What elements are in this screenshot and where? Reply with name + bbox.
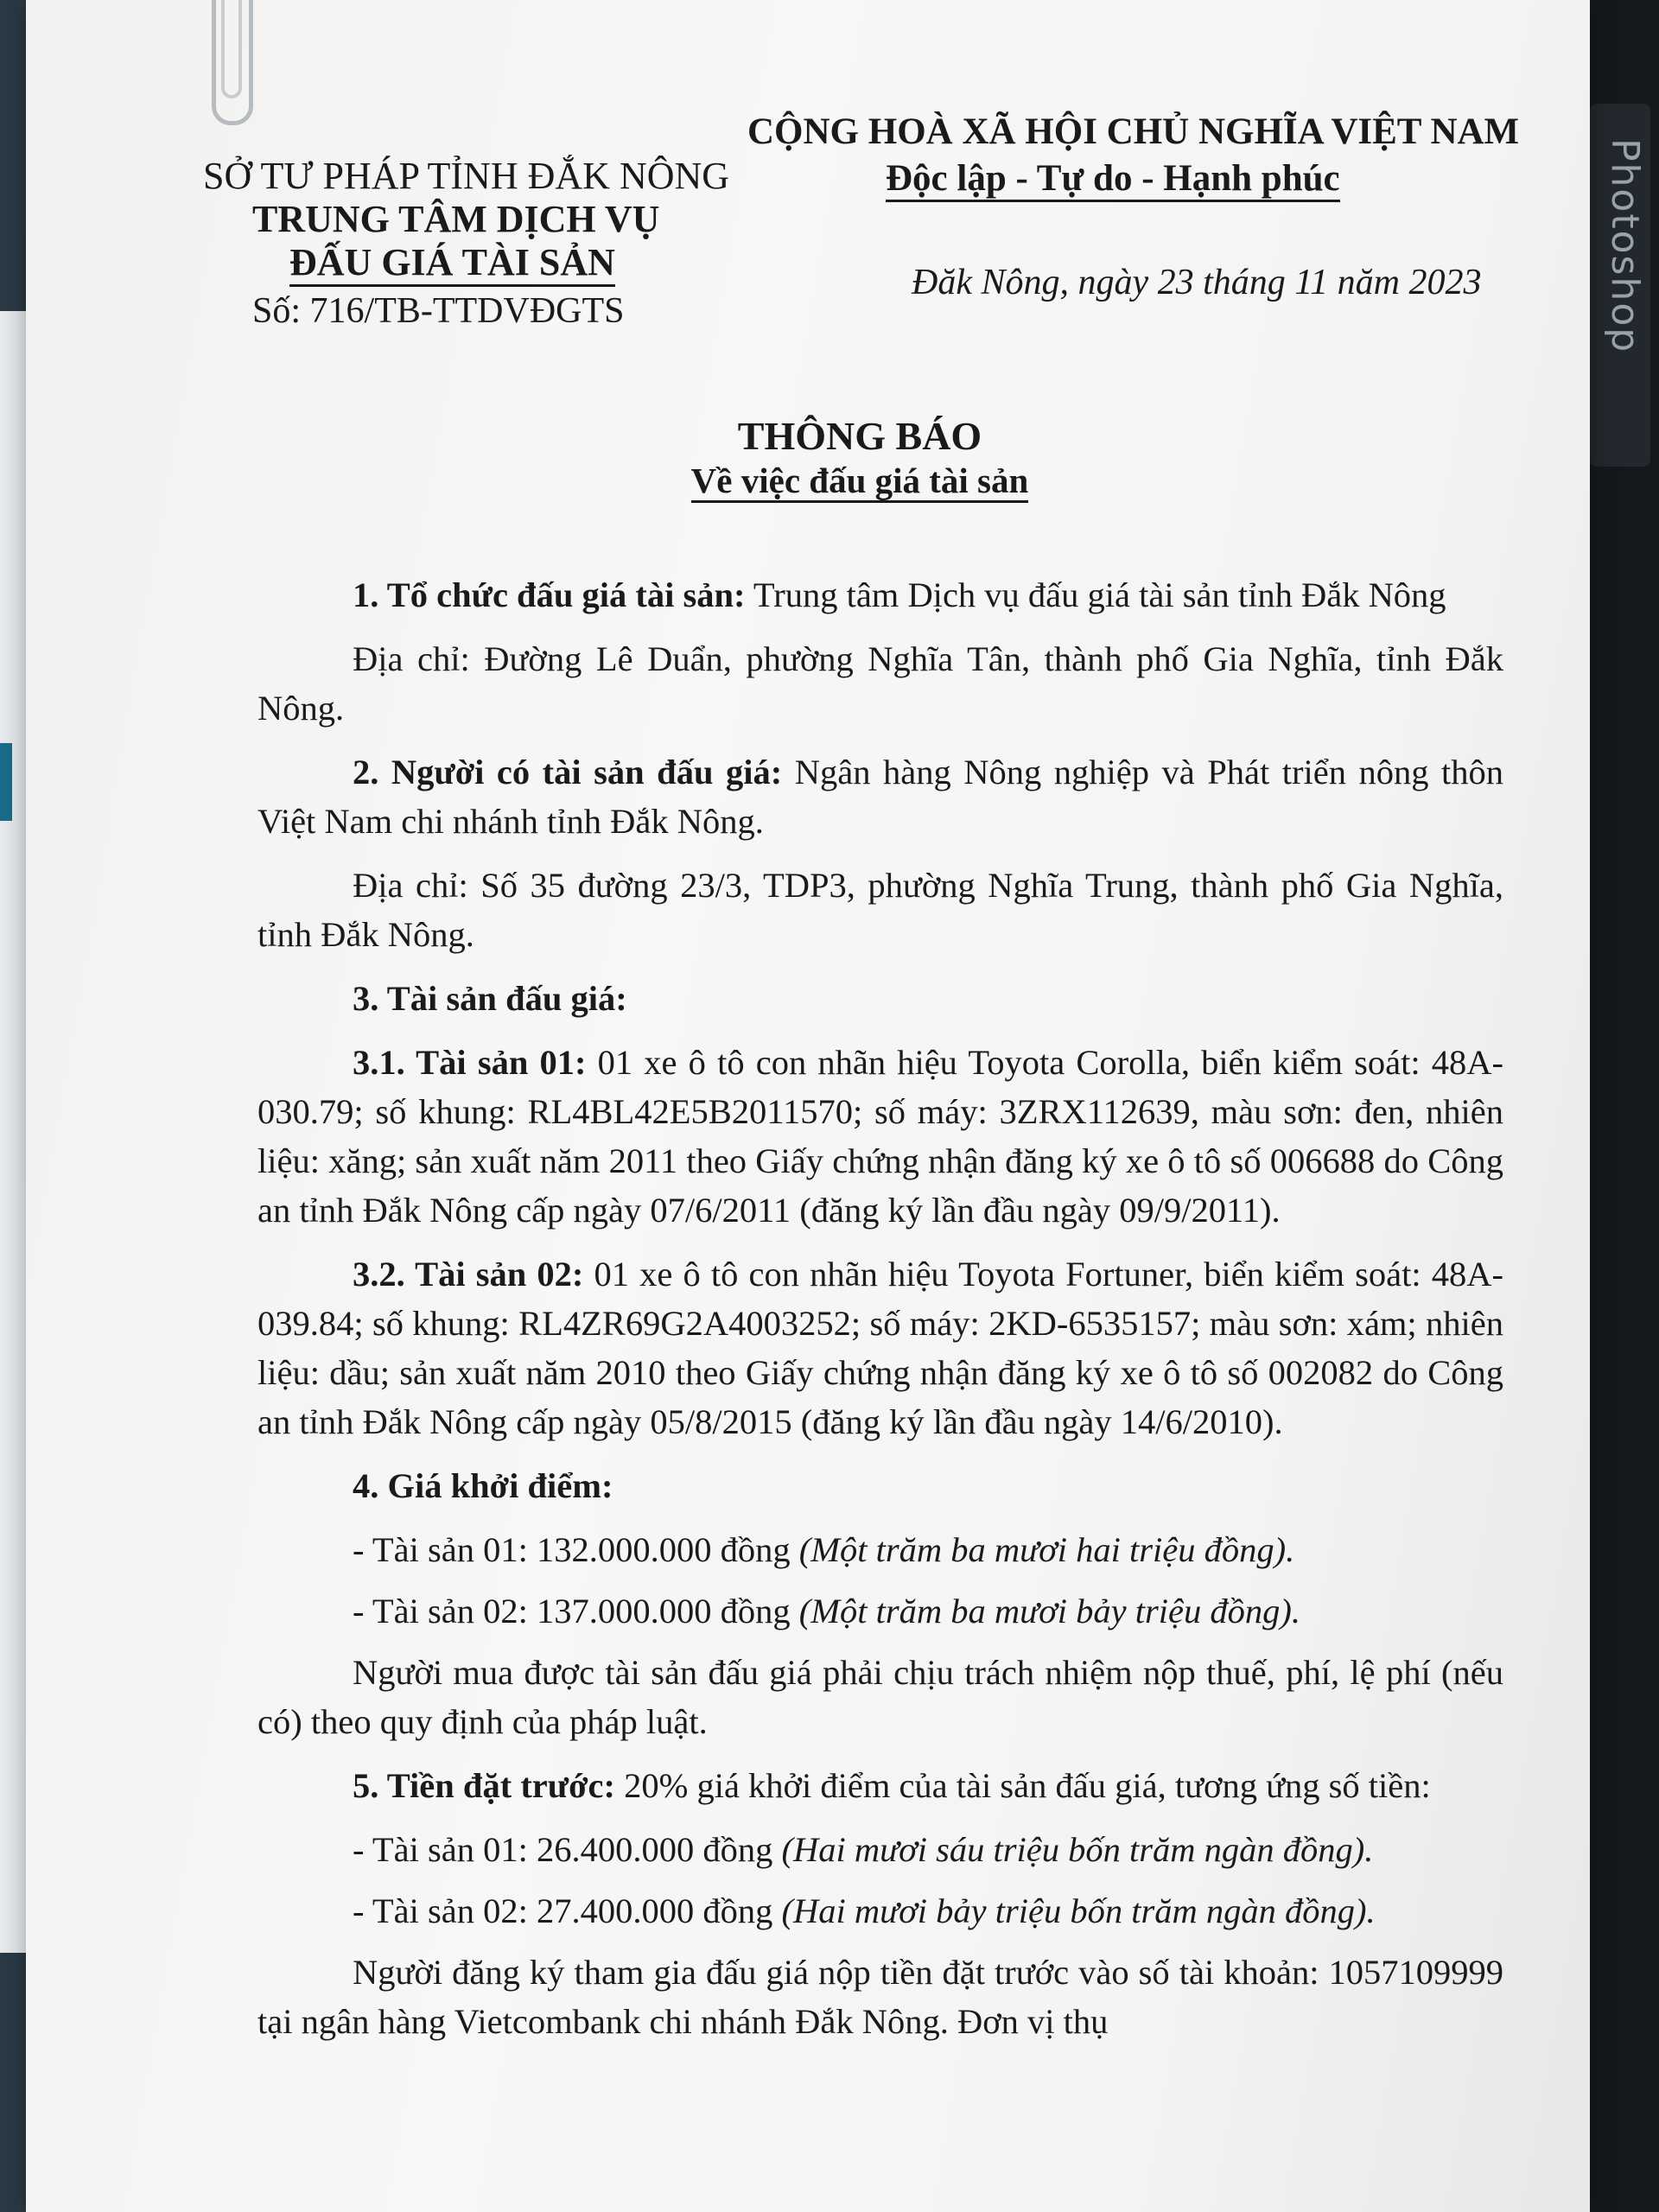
deposit-02-words: (Hai mươi bảy triệu bốn trăm ngàn đồng). [781, 1891, 1376, 1930]
section-1-label: 1. Tổ chức đấu giá tài sản: [353, 575, 746, 614]
starting-price-01-words: (Một trăm ba mươi hai triệu đồng). [798, 1530, 1295, 1569]
document-number: Số: 716/TB-TTDVĐGTS [252, 291, 625, 331]
section-3-label: 3. Tài sản đấu giá: [353, 979, 627, 1018]
background-mark [0, 743, 12, 821]
section-2 [257, 747, 1503, 846]
section-1-address: Địa chỉ: Đường Lê Duẩn, phường Nghĩa Tân, thành phố Gia Nghĩa, tỉnh Đắk Nông. [257, 639, 1503, 728]
section-2-label: 2. Người có tài sản đấu giá: [353, 753, 783, 791]
starting-price-01-value: - Tài sản 01: 132.000.000 đồng [353, 1530, 791, 1569]
asset-01 [257, 1038, 1503, 1235]
section-5-label: 5. Tiền đặt trước: [353, 1766, 615, 1805]
tax-note: Người mua được tài sản đấu giá phải chịu trách nhiệm nộp thuế, phí, lệ phí (nếu có) theo quy định của pháp luật. [257, 1653, 1503, 1741]
asset-01-label: 3.1. Tài sản 01: [353, 1043, 587, 1082]
section-1 [257, 570, 1503, 620]
starting-price-02 [257, 1586, 1503, 1636]
header-ministry: SỞ TƯ PHÁP TỈNH ĐẮK NÔNG [203, 155, 730, 197]
header-motto: Độc lập - Tự do - Hạnh phúc [886, 157, 1340, 202]
header-country: CỘNG HOÀ XÃ HỘI CHỦ NGHĨA VIỆT NAM [747, 111, 1520, 152]
section-2-address: Địa chỉ: Số 35 đường 23/3, TDP3, phường Nghĩa Trung, thành phố Gia Nghĩa, tỉnh Đắk Nông. [257, 866, 1503, 954]
deposit-account: Người đăng ký tham gia đấu giá nộp tiền đặt trước vào số tài khoản: 1057109999 tại ngân hàng Vietcombank chi nhánh Đắk Nông. Đơn vị thụ [257, 1953, 1503, 2041]
document-date: Đăk Nông, ngày 23 tháng 11 năm 2023 [912, 263, 1482, 302]
asset-02-label: 3.2. Tài sản 02: [353, 1255, 584, 1294]
deposit-01-value: - Tài sản 01: 26.400.000 đồng [353, 1830, 773, 1869]
asset-01-text: 01 xe ô tô con nhãn hiệu Toyota Corolla, biển kiểm soát: 48A-030.79; số khung: RL4BL42E5B2011570; số máy: 3ZRX112639, màu sơn: đen, nhiên liệu: xăng; sản xuất năm 2011 theo Giấy chứng nhận đăng ký xe ô tô số 006688 do Công an tỉnh Đắk Nông cấp ngày 07/6/2011 (đăng ký lần đầu ngày 09/9/2011). [257, 1043, 1504, 1230]
deposit-02-value: - Tài sản 02: 27.400.000 đồng [353, 1891, 773, 1930]
document-title: THÔNG BÁO [737, 414, 982, 458]
asset-02 [257, 1249, 1503, 1446]
section-5 [257, 1761, 1503, 1810]
starting-price-01 [257, 1525, 1503, 1574]
header-center-line2: ĐẤU GIÁ TÀI SẢN [289, 240, 615, 287]
document-subtitle [458, 460, 1262, 501]
document-body [257, 570, 1503, 2061]
section-5-text: 20% giá khởi điểm của tài sản đấu giá, tương ứng số tiền: [624, 1766, 1431, 1805]
starting-price-02-value: - Tài sản 02: 137.000.000 đồng [353, 1592, 791, 1630]
section-4 [257, 1461, 1503, 1510]
photoshop-label: Photoshop [1603, 138, 1647, 354]
asset-02-text: 01 xe ô tô con nhãn hiệu Toyota Fortuner, biển kiểm soát: 48A-039.84; số khung: RL4ZR69G2A4003252; số máy: 2KD-6535157; màu sơn: xám; nhiên liệu: dầu; sản xuất năm 2010 theo Giấy chứng nhận đăng ký xe ô tô số 002082 do Công an tỉnh Đắk Nông cấp ngày 05/8/2015 (đăng ký lần đầu ngày 14/6/2010). [257, 1255, 1503, 1441]
section-1-text: Trung tâm Dịch vụ đấu giá tài sản tỉnh Đắk Nông [753, 575, 1446, 614]
paperclip-inner [221, 0, 242, 99]
starting-price-02-words: (Một trăm ba mươi bảy triệu đồng). [798, 1592, 1300, 1630]
section-4-label: 4. Giá khởi điểm: [353, 1466, 613, 1505]
deposit-01-words: (Hai mươi sáu triệu bốn trăm ngàn đồng). [781, 1830, 1374, 1869]
deposit-01 [257, 1825, 1503, 1874]
deposit-02 [257, 1886, 1503, 1936]
subtitle-text: Về việc đấu giá tài sản [691, 461, 1029, 503]
section-2-text: Ngân hàng Nông nghiệp và Phát triển nông thôn Việt Nam chi nhánh tỉnh Đắk Nông. [257, 753, 1503, 841]
header-center-line1: TRUNG TÂM DỊCH VỤ [252, 198, 660, 240]
document-page [26, 0, 1590, 2212]
background-right [1581, 0, 1659, 2212]
section-3 [257, 974, 1503, 1023]
